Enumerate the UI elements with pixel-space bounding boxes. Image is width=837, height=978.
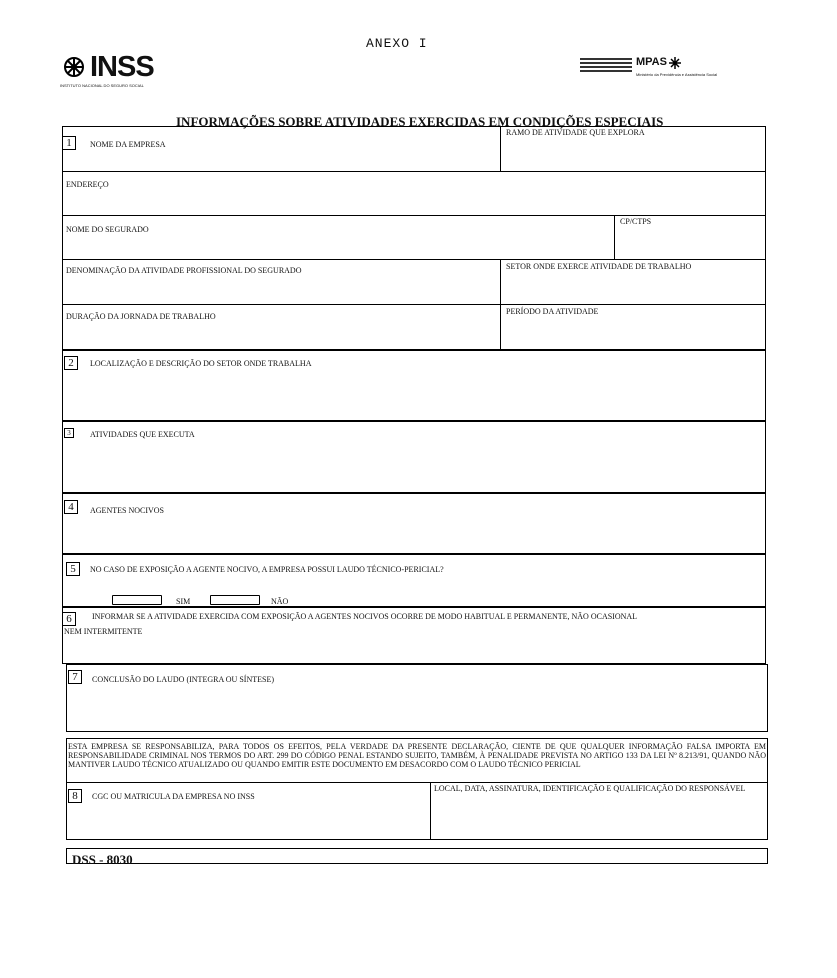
- section-7-label: CONCLUSÃO DO LAUDO (INTEGRA OU SÍNTESE): [92, 675, 274, 684]
- section-3-label: ATIVIDADES QUE EXECUTA: [90, 430, 195, 439]
- insured-name-field[interactable]: NOME DO SEGURADO: [66, 225, 149, 234]
- section-5-label: NO CASO DE EXPOSIÇÃO A AGENTE NOCIVO, A EMPRESA POSSUI LAUDO TÉCNICO-PERICIAL?: [90, 565, 444, 574]
- section-8-divider: [66, 782, 768, 783]
- activity-period-field[interactable]: PERÍODO DA ATIVIDADE: [506, 307, 599, 316]
- section-4-block[interactable]: [62, 493, 766, 554]
- declaration-text: ESTA EMPRESA SE RESPONSABILIZA, PARA TODOS OS EFEITOS, PELA VERDADE DA PRESENTE DECLARAÇÃO, CIENTE DE QUE QUALQUER INFORMAÇÃO FALSA IMPORTA EM RESPONSABILIDADE CRIMINAL NOS TERMOS DO ART. 299 DO CÓDIGO PENAL ESTANDO SUJEITO, TAMBÉM, À PENALIDADE PREVISTA NO ARTIGO 133 DA LEI Nº 8.213/91, QUANDO NÃO MANTIVER LAUDO TÉCNICO ATUALIZADO OU QUANDO EMITIR ESTE DOCUMENTO EM DESACORDO COM O LAUDO TÉCNICO PERICIAL: [68, 742, 766, 769]
- mpas-emblem-icon: [668, 56, 682, 70]
- address-field[interactable]: ENDEREÇO: [66, 180, 109, 189]
- section-6-number: 6: [62, 612, 76, 626]
- inss-logo-text: INSS: [90, 51, 154, 83]
- inss-emblem-icon: [62, 55, 86, 79]
- no-label: NÃO: [271, 597, 289, 606]
- divider: [430, 782, 431, 840]
- divider: [500, 259, 501, 351]
- form-title: INFORMAÇÕES SOBRE ATIVIDADES EXERCIDAS EM CONDIÇÕES ESPECIAIS: [176, 114, 664, 129]
- yes-checkbox[interactable]: [112, 595, 162, 605]
- section-5-block: [62, 554, 766, 607]
- work-hours-field[interactable]: DURAÇÃO DA JORNADA DE TRABALHO: [66, 312, 216, 321]
- section-6-label-line1: INFORMAR SE A ATIVIDADE EXERCIDA COM EXPOSIÇÃO A AGENTES NOCIVOS OCORRE DE MODO HABITUAL E PERMANENTE, NÃO OCASIONAL: [92, 612, 638, 621]
- section-7-number: 7: [68, 670, 82, 684]
- section-2-label: LOCALIZAÇÃO E DESCRIÇÃO DO SETOR ONDE TRABALHA: [90, 359, 312, 368]
- form-code: DSS - 8030: [72, 852, 133, 867]
- row-divider: [62, 259, 766, 260]
- section-1-number: 1: [62, 136, 76, 150]
- inss-logo-subtitle: INSTITUTO NACIONAL DO SEGURO SOCIAL: [60, 83, 144, 88]
- professional-activity-field[interactable]: DENOMINAÇÃO DA ATIVIDADE PROFISSIONAL DO SEGURADO: [66, 266, 302, 275]
- work-sector-field[interactable]: SETOR ONDE EXERCE ATIVIDADE DE TRABALHO: [506, 262, 692, 271]
- row-divider: [62, 304, 766, 305]
- section-6-label-line2: NEM INTERMITENTE: [64, 627, 143, 636]
- section-8-number: 8: [68, 789, 82, 803]
- yes-label: SIM: [176, 597, 191, 606]
- mpas-logo: [580, 56, 730, 84]
- annex-label: ANEXO I: [366, 36, 428, 51]
- mpas-stripes-icon: [580, 58, 632, 74]
- mpas-logo-subtitle: Ministério da Previdência e Assistência Social: [636, 72, 718, 77]
- form-code-bar: [66, 848, 768, 864]
- no-checkbox[interactable]: [210, 595, 260, 605]
- section-5-number: 5: [66, 562, 80, 576]
- divider: [500, 126, 501, 171]
- section-3-number: 3: [64, 428, 74, 438]
- activity-branch-field[interactable]: RAMO DE ATIVIDADE QUE EXPLORA: [506, 128, 645, 137]
- mpas-logo-text: MPAS: [636, 56, 667, 68]
- section-2-number: 2: [64, 356, 78, 370]
- row-divider: [62, 215, 766, 216]
- section-4-number: 4: [64, 500, 78, 514]
- cgc-field[interactable]: CGC OU MATRICULA DA EMPRESA NO INSS: [92, 792, 255, 801]
- company-name-field[interactable]: NOME DA EMPRESA: [90, 140, 166, 149]
- inss-logo: [60, 52, 180, 90]
- section-4-label: AGENTES NOCIVOS: [90, 506, 164, 515]
- ctps-field[interactable]: CP/CTPS: [620, 217, 652, 226]
- divider: [614, 215, 615, 259]
- row-divider: [62, 171, 766, 172]
- signature-field[interactable]: LOCAL, DATA, ASSINATURA, IDENTIFICAÇÃO E QUALIFICAÇÃO DO RESPONSÁVEL: [434, 784, 746, 793]
